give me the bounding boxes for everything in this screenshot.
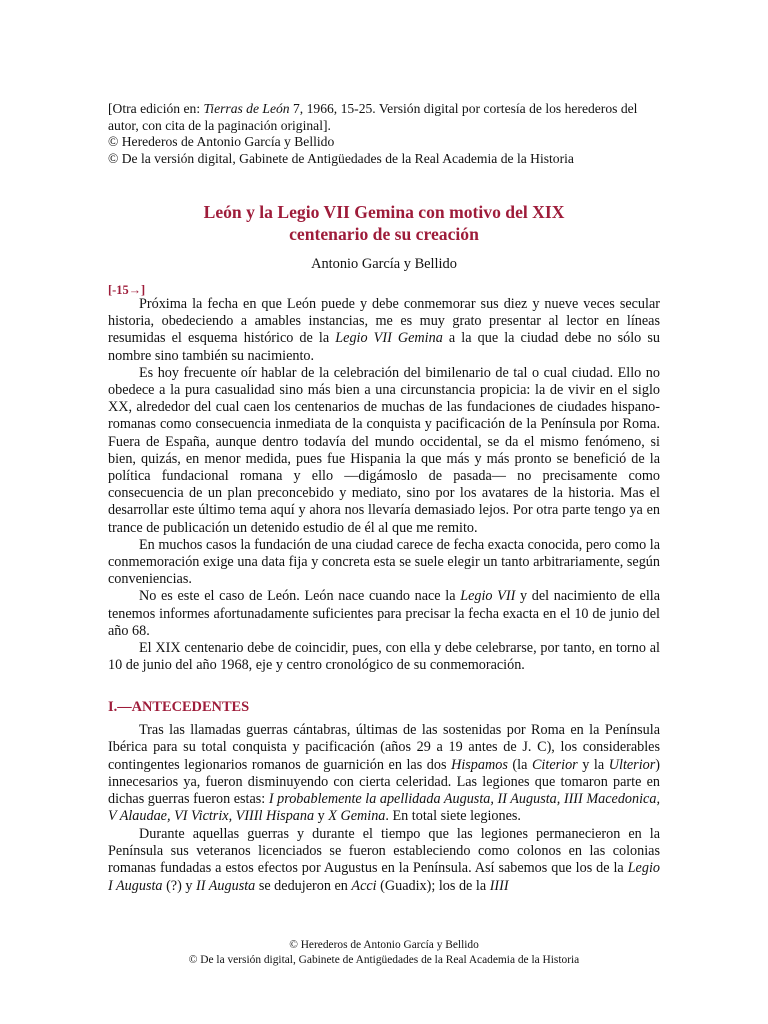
paragraph: Es hoy frecuente oír hablar de la celebración del bimilenario de tal o cual ciudad. Ello no obedece a la pura casualidad sino más bien a una circunstancia propicia: la de vivir en el siglo XX, alrededor del cual caen los centenarios de muchas de las fundaciones de ciudades hispano-romanas como consecuencia inmediata de la conquista y pacificación de la Península por Roma. Fuera de España, aunque dentro todavía del mundo occidental, se da el mismo fenómeno, si bien, quizás, en menor medida, pues fue Hispania la que más y más pronto se benefició de la política fundacional romana y ello —digámoslo de pasada— no precisamente como consecuencia de un plan preconcebido y mediato, sino por los avatares de la historia. Mas el desarrollar este último tema aquí y ahora nos llevaría demasiado lejos. Por otra parte tengo ya en trance de publicación un detenido estudio de él al que me remito.: [108, 364, 660, 536]
copyright-heirs: © Herederos de Antonio García y Bellido: [108, 134, 335, 149]
section-body: [108, 722, 660, 895]
page-marker: [-15→]: [108, 283, 146, 297]
edition-note: [108, 101, 668, 167]
paragraph: Próxima la fecha en que León puede y debe conmemorar sus diez y nueve veces secular historia, obedeciendo a amables instancias, me es muy grato presentar al lector en líneas resumidas el esquema histórico de la Legio VII Gemina a la que la ciudad debe no sólo su nombre sino también su nacimiento.: [108, 296, 660, 364]
footer-copyright-digital: © De la versión digital, Gabinete de Antigüedades de la Real Academia de la Historia: [188, 954, 580, 966]
article-author: Antonio García y Bellido: [311, 256, 457, 272]
edition-note-line: [Otra edición en: Tierras de León 7, 1966, 15-25. Versión digital por cortesía de los herederos del autor, con cita de la paginación original].: [108, 101, 638, 133]
paragraph: En muchos casos la fundación de una ciudad carece de fecha exacta conocida, pero como la conmemoración exige una data fija y concreta esta se suele elegir un tanto arbitrariamente, según conveniencias.: [108, 536, 660, 588]
article-title: León y la Legio VII Gemina con motivo del XIX centenario de su creación: [203, 202, 565, 244]
section-heading: I.—ANTECEDENTES: [108, 699, 250, 715]
paragraph: El XIX centenario debe de coincidir, pues, con ella y debe celebrarse, por tanto, en torno al 10 de junio del año 1968, eje y centro cronológico de su conmemoración.: [108, 640, 660, 674]
journal-title: Tierras de León: [203, 101, 290, 116]
paragraph: Tras las llamadas guerras cántabras, últimas de las sostenidas por Roma en la Península Ibérica para su total conquista y pacificación (años 29 a 19 antes de J. C), los considerables contingentes legionarios romanos de guarnición en las dos Hispamos (la Citerior y la Ulterior) innecesarios ya, fueron disminuyendo con cierta celeridad. Las legiones que tomaron parte en dichas guerras fueron estas: I probablemente la apellidada Augusta, II Augusta, IIII Macedonica, V Alaudae, VI Victrix, VIIIl Hispana y X Gemina. En total siete legiones.: [108, 722, 660, 825]
page-footer: [108, 938, 660, 968]
paragraph: Durante aquellas guerras y durante el tiempo que las legiones permanecieron en la Península sus veteranos licenciados se fueron estableciendo como colonos en las colonias romanas fundadas a estos efectos por Augustus en la Península. Así sabemos que los de la Legio I Augusta (?) y II Augusta se dedujeron en Acci (Guadix); los de la IIII: [108, 825, 660, 894]
copyright-digital: © De la versión digital, Gabinete de Antigüedades de la Real Academia de la Historia: [108, 150, 574, 166]
footer-copyright-heirs: © Herederos de Antonio García y Bellido: [289, 939, 479, 951]
paragraph: No es este el caso de León. León nace cuando nace la Legio VII y del nacimiento de ella tenemos informes afortunadamente suficientes para precisar la fecha exacta en el 10 de junio del año 68.: [108, 588, 660, 639]
intro-body: [108, 296, 660, 674]
